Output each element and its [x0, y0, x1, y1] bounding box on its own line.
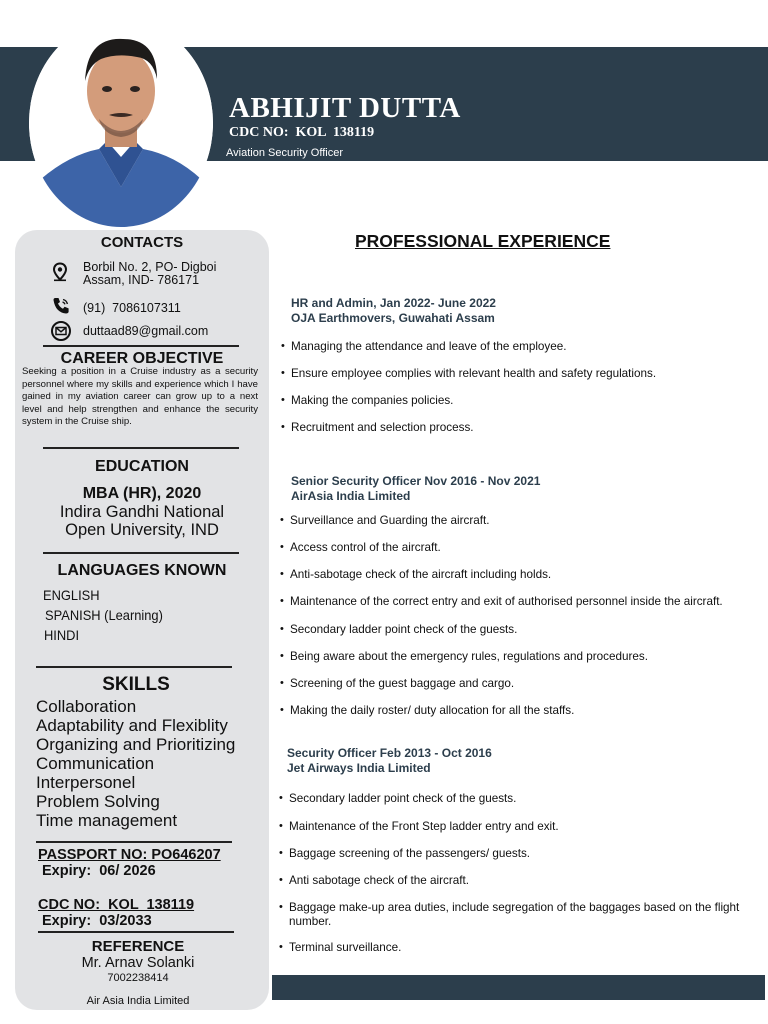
- duty-item: • Screening of the guest baggage and cargo.: [290, 677, 514, 691]
- divider: [36, 666, 232, 668]
- profile-photo: [29, 19, 213, 227]
- skill-item: Time management: [36, 811, 178, 830]
- skills-heading: SKILLS: [102, 674, 170, 695]
- duty-item: • Baggage screening of the passengers/ guests.: [289, 847, 530, 861]
- education-institution-line-2: Open University, IND: [65, 521, 219, 539]
- skill-item: Interpersonel: [36, 773, 136, 792]
- duty-item: • Being aware about the emergency rules, regulations and procedures.: [290, 650, 648, 664]
- passport-expiry: Expiry: 06/ 2026: [42, 863, 156, 879]
- job-role: HR and Admin, Jan 2022- June 2022: [291, 296, 496, 310]
- duty-item: • Secondary ladder point check of the guests.: [290, 623, 517, 637]
- skill-item: Organizing and Prioritizing: [36, 735, 236, 754]
- header-cdc-number: CDC NO: KOL 138119: [229, 125, 375, 140]
- experience-heading: PROFESSIONAL EXPERIENCE: [355, 231, 611, 251]
- duty-item: • Making the companies policies.: [291, 394, 453, 408]
- career-objective-heading: CAREER OBJECTIVE: [60, 350, 224, 367]
- language-item: ENGLISH: [43, 587, 100, 603]
- divider: [43, 552, 239, 554]
- divider: [36, 841, 232, 843]
- duty-item: • Ensure employee complies with relevant health and safety regulations.: [291, 367, 656, 381]
- phone-number: (91) 7086107311: [83, 301, 181, 315]
- passport-number: PASSPORT NO: PO646207: [38, 847, 221, 863]
- job-company: OJA Earthmovers, Guwahati Assam: [291, 311, 495, 325]
- candidate-name: ABHIJIT DUTTA: [229, 92, 461, 124]
- skill-item: Collaboration: [36, 697, 137, 716]
- job-company: Jet Airways India Limited: [287, 761, 431, 775]
- divider: [38, 931, 234, 933]
- reference-phone: 7002238414: [107, 972, 169, 984]
- duty-item: • Making the daily roster/ duty allocation for all the staffs.: [290, 704, 574, 718]
- duty-item: • Maintenance of the correct entry and exit of authorised personnel inside the aircraft.: [290, 595, 723, 609]
- reference-name: Mr. Arnav Solanki: [81, 955, 195, 971]
- contacts-heading: CONTACTS: [100, 234, 184, 251]
- cdc-expiry: Expiry: 03/2033: [42, 913, 152, 929]
- cdc-number: CDC NO: KOL 138119: [38, 897, 195, 913]
- duty-item: • Anti sabotage check of the aircraft.: [289, 874, 469, 888]
- duty-item: • Baggage make-up area duties, include segregation of the baggages based on the flight number.: [289, 901, 749, 928]
- languages-heading: LANGUAGES KNOWN: [57, 562, 227, 579]
- location-pin-icon: [50, 262, 70, 282]
- duty-item: • Access control of the aircraft.: [290, 541, 441, 555]
- footer-band: [272, 975, 765, 1000]
- job-role: Senior Security Officer Nov 2016 - Nov 2021: [291, 474, 541, 488]
- job-company: AirAsia India Limited: [291, 489, 411, 503]
- reference-company: Air Asia India Limited: [86, 995, 190, 1007]
- divider: [43, 447, 239, 449]
- education-institution-line-1: Indira Gandhi National: [59, 503, 225, 521]
- duty-item: • Secondary ladder point check of the guests.: [289, 792, 516, 806]
- career-objective-text: Seeking a position in a Cruise industry as a security personnel where my skills and experience which I have gained in my aviation career can grow up to a next level and help strengthen and enhance the security system in the Cruise ship.: [22, 366, 258, 428]
- address-line-2: Assam, IND- 786171: [83, 273, 200, 287]
- job-title: Aviation Security Officer: [226, 147, 343, 159]
- duty-item: • Managing the attendance and leave of the employee.: [291, 340, 567, 354]
- divider: [43, 345, 239, 347]
- language-item: HINDI: [44, 627, 80, 643]
- reference-heading: REFERENCE: [91, 938, 185, 955]
- skill-item: Adaptability and Flexiblity: [36, 716, 228, 735]
- duty-item: • Recruitment and selection process.: [291, 421, 474, 435]
- duty-item: • Terminal surveillance.: [289, 941, 401, 955]
- email-icon: [51, 321, 71, 341]
- duty-item: • Anti-sabotage check of the aircraft including holds.: [290, 568, 551, 582]
- skill-item: Communication: [36, 754, 155, 773]
- language-item: SPANISH (Learning): [45, 607, 163, 623]
- job-role: Security Officer Feb 2013 - Oct 2016: [287, 746, 492, 760]
- phone-icon: [51, 296, 71, 316]
- address-line-1: Borbil No. 2, PO- Digboi: [83, 260, 217, 274]
- duty-item: • Maintenance of the Front Step ladder entry and exit.: [289, 820, 559, 834]
- education-heading: EDUCATION: [95, 458, 189, 475]
- duty-item: • Surveillance and Guarding the aircraft.: [290, 514, 489, 528]
- email-address: duttaad89@gmail.com: [83, 324, 209, 338]
- skill-item: Problem Solving: [36, 792, 160, 811]
- education-degree: MBA (HR), 2020: [82, 485, 202, 502]
